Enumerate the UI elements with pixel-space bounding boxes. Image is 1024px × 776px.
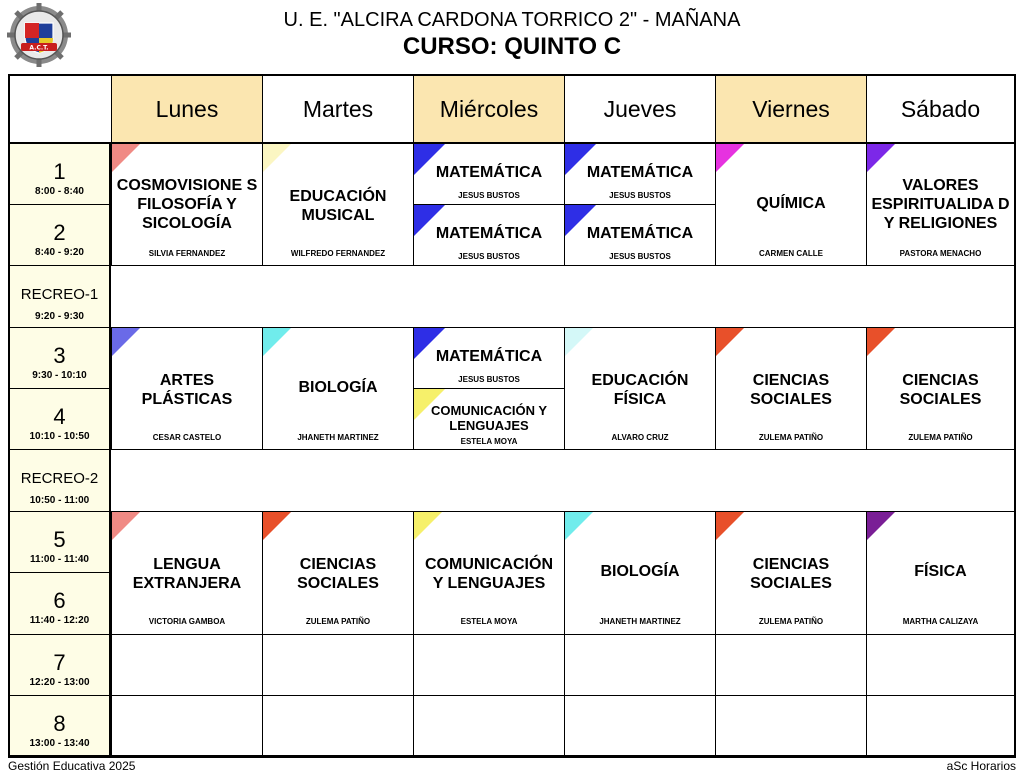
lesson-card[interactable] bbox=[413, 512, 564, 635]
subject-color-tag bbox=[263, 512, 291, 540]
lesson-subject: FÍSICA bbox=[914, 563, 967, 580]
period-time: 11:00 - 11:40 bbox=[30, 554, 89, 565]
period-time: 9:20 - 9:30 bbox=[35, 311, 84, 322]
lesson-subject: QUÍMICA bbox=[756, 195, 826, 212]
period-header bbox=[10, 266, 111, 328]
empty-slot[interactable] bbox=[111, 696, 262, 756]
subject-color-tag bbox=[414, 512, 442, 540]
lesson-teacher: SILVIA FERNANDEZ bbox=[148, 249, 226, 258]
lesson-teacher: WILFREDO FERNANDEZ bbox=[290, 249, 386, 258]
period-label: 6 bbox=[53, 588, 66, 613]
lesson-teacher: CESAR CASTELO bbox=[152, 433, 222, 442]
subject-color-tag bbox=[716, 512, 744, 540]
lesson-subject: EDUCACIÓN MUSICAL bbox=[289, 188, 387, 224]
timetable-grid bbox=[8, 74, 1016, 758]
lesson-subject: CIENCIAS SOCIALES bbox=[750, 372, 832, 408]
lesson-teacher: JHANETH MARTINEZ bbox=[297, 433, 379, 442]
lesson-teacher: ZULEMA PATIÑO bbox=[758, 433, 824, 442]
lesson-teacher: JESUS BUSTOS bbox=[609, 191, 671, 200]
lesson-card[interactable] bbox=[715, 328, 866, 450]
lesson-teacher: ZULEMA PATIÑO bbox=[908, 433, 973, 442]
day-label: Jueves bbox=[603, 95, 677, 122]
period-label: 8 bbox=[53, 711, 66, 736]
empty-slot[interactable] bbox=[715, 696, 866, 756]
lesson-teacher: ZULEMA PATIÑO bbox=[758, 617, 824, 626]
subject-color-tag bbox=[867, 328, 895, 356]
period-time: 8:40 - 9:20 bbox=[35, 247, 84, 258]
lesson-subject: BIOLOGÍA bbox=[600, 563, 680, 580]
lesson-card[interactable] bbox=[866, 512, 1014, 635]
lesson-card[interactable] bbox=[413, 144, 564, 205]
empty-slot[interactable] bbox=[262, 635, 413, 696]
lesson-teacher: PASTORA MENACHO bbox=[899, 249, 982, 258]
day-header-jueves bbox=[564, 76, 715, 144]
lesson-subject: LENGUA EXTRANJERA bbox=[132, 556, 242, 592]
lesson-card[interactable] bbox=[564, 512, 715, 635]
empty-slot[interactable] bbox=[413, 696, 564, 756]
corner-cell bbox=[10, 76, 111, 144]
subject-color-tag bbox=[565, 512, 593, 540]
lesson-card[interactable] bbox=[413, 389, 564, 450]
period-header bbox=[10, 573, 111, 635]
lesson-teacher: CARMEN CALLE bbox=[759, 249, 823, 258]
lesson-teacher: MARTHA CALIZAYA bbox=[902, 617, 979, 626]
lesson-card[interactable] bbox=[262, 328, 413, 450]
lesson-card[interactable] bbox=[715, 512, 866, 635]
empty-slot[interactable] bbox=[866, 696, 1014, 756]
lesson-subject: ARTES PLÁSTICAS bbox=[141, 372, 233, 408]
lesson-subject: CIENCIAS SOCIALES bbox=[899, 372, 982, 408]
lesson-subject: MATEMÁTICA bbox=[586, 164, 694, 181]
lesson-subject: MATEMÁTICA bbox=[586, 225, 694, 242]
lesson-card[interactable] bbox=[262, 512, 413, 635]
lesson-teacher: ZULEMA PATIÑO bbox=[305, 617, 371, 626]
lesson-teacher: JESUS BUSTOS bbox=[458, 252, 520, 261]
period-time: 8:00 - 8:40 bbox=[35, 186, 84, 197]
subject-color-tag bbox=[867, 512, 895, 540]
period-time: 9:30 - 10:10 bbox=[32, 370, 87, 381]
svg-text:A.C.T.: A.C.T. bbox=[29, 44, 49, 52]
period-label: 3 bbox=[53, 343, 66, 368]
lesson-subject: VALORES ESPIRITUALIDA D Y RELIGIONES bbox=[871, 177, 1010, 232]
lesson-card[interactable] bbox=[866, 144, 1014, 266]
subject-color-tag bbox=[263, 144, 291, 172]
lesson-card[interactable] bbox=[413, 205, 564, 266]
day-label: Miércoles bbox=[439, 95, 539, 122]
lesson-card[interactable] bbox=[564, 328, 715, 450]
day-header-miércoles bbox=[413, 76, 564, 144]
day-label: Sábado bbox=[900, 95, 981, 122]
period-time: 12:20 - 13:00 bbox=[29, 677, 90, 688]
subject-color-tag bbox=[112, 328, 140, 356]
subject-color-tag bbox=[565, 328, 593, 356]
empty-slot[interactable] bbox=[111, 635, 262, 696]
lesson-subject: COSMOVISIONE S FILOSOFÍA Y SICOLOGÍA bbox=[116, 177, 258, 232]
break-band bbox=[111, 450, 1014, 512]
period-header bbox=[10, 635, 111, 696]
day-header-martes bbox=[262, 76, 413, 144]
course-title: CURSO: QUINTO C bbox=[402, 33, 622, 60]
lesson-teacher: JESUS BUSTOS bbox=[458, 191, 520, 200]
period-header bbox=[10, 328, 111, 389]
empty-slot[interactable] bbox=[564, 696, 715, 756]
period-header bbox=[10, 696, 111, 756]
day-label: Viernes bbox=[752, 95, 830, 122]
period-label: RECREO-1 bbox=[20, 286, 99, 303]
footer-left: Gestión Educativa 2025 bbox=[8, 759, 136, 773]
subject-color-tag bbox=[867, 144, 895, 172]
day-header-sábado bbox=[866, 76, 1014, 144]
period-label: 7 bbox=[53, 650, 66, 675]
period-label: 5 bbox=[53, 527, 66, 552]
period-label: 4 bbox=[53, 404, 66, 429]
subject-color-tag bbox=[112, 144, 140, 172]
day-header-lunes bbox=[111, 76, 262, 144]
lesson-teacher: JHANETH MARTINEZ bbox=[599, 617, 681, 626]
lesson-teacher: JESUS BUSTOS bbox=[609, 252, 671, 261]
lesson-subject: MATEMÁTICA bbox=[435, 225, 543, 242]
subject-color-tag bbox=[112, 512, 140, 540]
lesson-subject: MATEMÁTICA bbox=[435, 348, 543, 365]
lesson-subject: MATEMÁTICA bbox=[435, 164, 543, 181]
period-time: 13:00 - 13:40 bbox=[29, 738, 90, 749]
lesson-teacher: VICTORIA GAMBOA bbox=[148, 617, 226, 626]
period-time: 10:10 - 10:50 bbox=[29, 431, 90, 442]
period-header bbox=[10, 144, 111, 205]
day-label: Martes bbox=[302, 95, 374, 122]
day-label: Lunes bbox=[155, 95, 219, 122]
period-header bbox=[10, 450, 111, 512]
period-header bbox=[10, 512, 111, 573]
empty-slot[interactable] bbox=[715, 635, 866, 696]
period-header bbox=[10, 389, 111, 450]
period-label: RECREO-2 bbox=[20, 470, 99, 487]
subject-color-tag bbox=[263, 328, 291, 356]
lesson-subject: EDUCACIÓN FÍSICA bbox=[591, 372, 689, 408]
empty-slot[interactable] bbox=[564, 635, 715, 696]
lesson-teacher: ESTELA MOYA bbox=[460, 437, 518, 446]
lesson-teacher: ALVARO CRUZ bbox=[611, 433, 669, 442]
period-time: 11:40 - 12:20 bbox=[29, 615, 90, 626]
lesson-card[interactable] bbox=[111, 328, 262, 450]
lesson-subject: COMUNICACIÓN Y LENGUAJES bbox=[425, 556, 553, 592]
lesson-card[interactable] bbox=[715, 144, 866, 266]
period-header bbox=[10, 205, 111, 266]
lesson-subject: COMUNICACIÓN Y LENGUAJES bbox=[430, 403, 548, 433]
school-title: U. E. "ALCIRA CARDONA TORRICO 2" - MAÑANA bbox=[283, 9, 741, 31]
subject-color-tag bbox=[716, 328, 744, 356]
empty-slot[interactable] bbox=[866, 635, 1014, 696]
lesson-subject: CIENCIAS SOCIALES bbox=[750, 556, 832, 592]
day-header-viernes bbox=[715, 76, 866, 144]
lesson-subject: CIENCIAS SOCIALES bbox=[297, 556, 379, 592]
lesson-card[interactable] bbox=[413, 328, 564, 389]
subject-color-tag bbox=[716, 144, 744, 172]
empty-slot[interactable] bbox=[262, 696, 413, 756]
empty-slot[interactable] bbox=[413, 635, 564, 696]
lesson-card[interactable] bbox=[866, 328, 1014, 450]
lesson-card[interactable] bbox=[111, 512, 262, 635]
period-label: 1 bbox=[53, 159, 66, 184]
lesson-card[interactable] bbox=[262, 144, 413, 266]
period-label: 2 bbox=[53, 220, 66, 245]
lesson-teacher: ESTELA MOYA bbox=[460, 617, 518, 626]
lesson-subject: BIOLOGÍA bbox=[298, 379, 378, 396]
period-time: 10:50 - 11:00 bbox=[29, 495, 90, 506]
break-band bbox=[111, 266, 1014, 328]
lesson-card[interactable] bbox=[111, 144, 262, 266]
footer-right: aSc Horarios bbox=[946, 759, 1016, 773]
lesson-teacher: JESUS BUSTOS bbox=[458, 375, 520, 384]
lesson-card[interactable] bbox=[564, 144, 715, 205]
lesson-card[interactable] bbox=[564, 205, 715, 266]
